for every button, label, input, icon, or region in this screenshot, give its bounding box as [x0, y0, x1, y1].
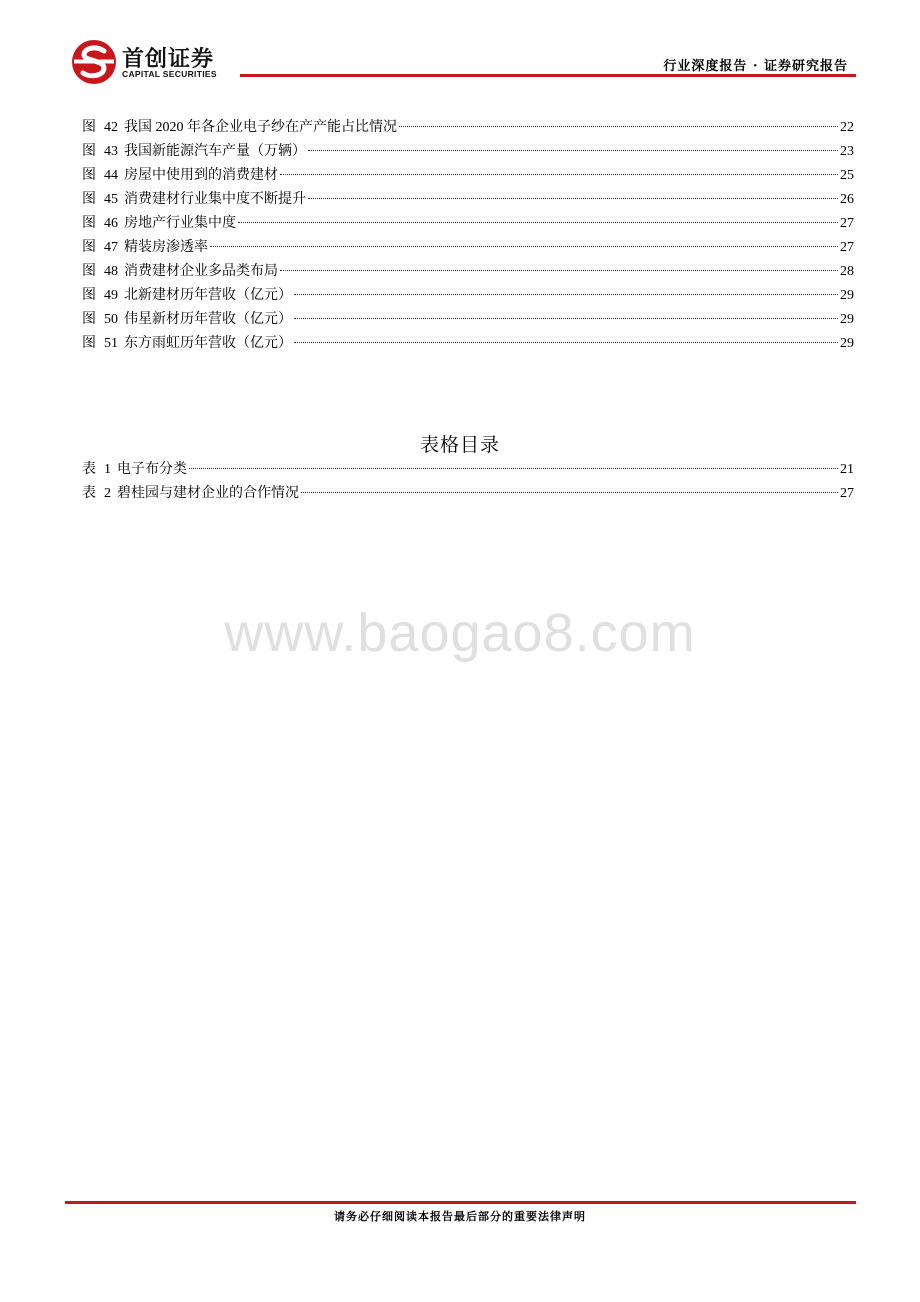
toc-figure-row[interactable]: [82, 260, 854, 284]
entry-number: 44: [104, 168, 118, 183]
entry-page: 27: [840, 240, 854, 255]
dot-leader: [308, 150, 838, 151]
dot-leader: [280, 174, 838, 175]
report-type: 行业深度报告 · 证券研究报告: [663, 59, 848, 74]
entry-title: 消费建材企业多品类布局: [124, 264, 278, 279]
toc-figure-row[interactable]: [82, 140, 854, 164]
entry-label: 表: [82, 486, 96, 501]
entry-label: 图: [82, 216, 96, 231]
entry-title: 精装房渗透率: [124, 240, 208, 255]
entry-title: 消费建材行业集中度不断提升: [124, 192, 306, 207]
entry-label: 图: [82, 168, 96, 183]
toc-figure-row[interactable]: [82, 164, 854, 188]
entry-page: 22: [840, 120, 854, 135]
legal-notice: 请务必仔细阅读本报告最后部分的重要法律声明: [334, 1210, 586, 1223]
footer-divider: [65, 1201, 856, 1204]
entry-label: 图: [82, 288, 96, 303]
toc-figure-row[interactable]: [82, 284, 854, 308]
entry-number: 51: [104, 336, 118, 351]
dot-leader: [399, 126, 838, 127]
dot-leader: [301, 492, 838, 493]
dot-leader: [238, 222, 838, 223]
dot-leader: [189, 468, 838, 469]
entry-page: 28: [840, 264, 854, 279]
entry-number: 1: [104, 462, 111, 477]
toc-figure-row[interactable]: [82, 236, 854, 260]
header-divider: [240, 74, 856, 77]
entry-label: 表: [82, 462, 96, 477]
entry-number: 45: [104, 192, 118, 207]
entry-title: 电子布分类: [117, 462, 187, 477]
entry-label: 图: [82, 144, 96, 159]
figure-toc: [82, 116, 854, 356]
entry-page: 25: [840, 168, 854, 183]
entry-label: 图: [82, 312, 96, 327]
dot-leader: [280, 270, 838, 271]
entry-page: 27: [840, 216, 854, 231]
entry-title: 东方雨虹历年营收（亿元）: [124, 336, 292, 351]
entry-title: 我国 2020 年各企业电子纱在产产能占比情况: [124, 120, 397, 135]
entry-number: 46: [104, 216, 118, 231]
entry-page: 29: [840, 336, 854, 351]
entry-label: 图: [82, 264, 96, 279]
entry-page: 23: [840, 144, 854, 159]
dot-leader: [210, 246, 838, 247]
toc-table-row[interactable]: [82, 482, 854, 506]
entry-title: 我国新能源汽车产量（万辆）: [124, 144, 306, 159]
dot-leader: [308, 198, 838, 199]
entry-number: 48: [104, 264, 118, 279]
toc-figure-row[interactable]: [82, 188, 854, 212]
entry-label: 图: [82, 120, 96, 135]
entry-number: 47: [104, 240, 118, 255]
dot-leader: [294, 342, 838, 343]
brand-name-cn: 首创证券: [122, 47, 215, 72]
entry-page: 26: [840, 192, 854, 207]
toc-table-row[interactable]: [82, 458, 854, 482]
entry-number: 42: [104, 120, 118, 135]
company-logo: [70, 38, 240, 84]
entry-number: 43: [104, 144, 118, 159]
table-toc: [82, 458, 854, 506]
entry-title: 房屋中使用到的消费建材: [124, 168, 278, 183]
entry-page: 29: [840, 288, 854, 303]
entry-number: 50: [104, 312, 118, 327]
entry-title: 房地产行业集中度: [124, 216, 236, 231]
toc-figure-row[interactable]: [82, 116, 854, 140]
entry-label: 图: [82, 336, 96, 351]
tables-toc-heading: 表格目录: [419, 435, 500, 456]
watermark: www.baogao8.com: [224, 603, 696, 663]
entry-number: 49: [104, 288, 118, 303]
toc-figure-row[interactable]: [82, 332, 854, 356]
entry-number: 2: [104, 486, 111, 501]
entry-title: 北新建材历年营收（亿元）: [124, 288, 292, 303]
entry-page: 21: [840, 462, 854, 477]
logo-s-icon: [70, 38, 118, 86]
entry-title: 碧桂园与建材企业的合作情况: [117, 486, 299, 501]
entry-page: 27: [840, 486, 854, 501]
entry-title: 伟星新材历年营收（亿元）: [124, 312, 292, 327]
dot-leader: [294, 318, 838, 319]
entry-page: 29: [840, 312, 854, 327]
dot-leader: [294, 294, 838, 295]
entry-label: 图: [82, 192, 96, 207]
toc-figure-row[interactable]: [82, 212, 854, 236]
entry-label: 图: [82, 240, 96, 255]
toc-figure-row[interactable]: [82, 308, 854, 332]
brand-name-en: CAPITAL SECURITIES: [122, 69, 217, 79]
